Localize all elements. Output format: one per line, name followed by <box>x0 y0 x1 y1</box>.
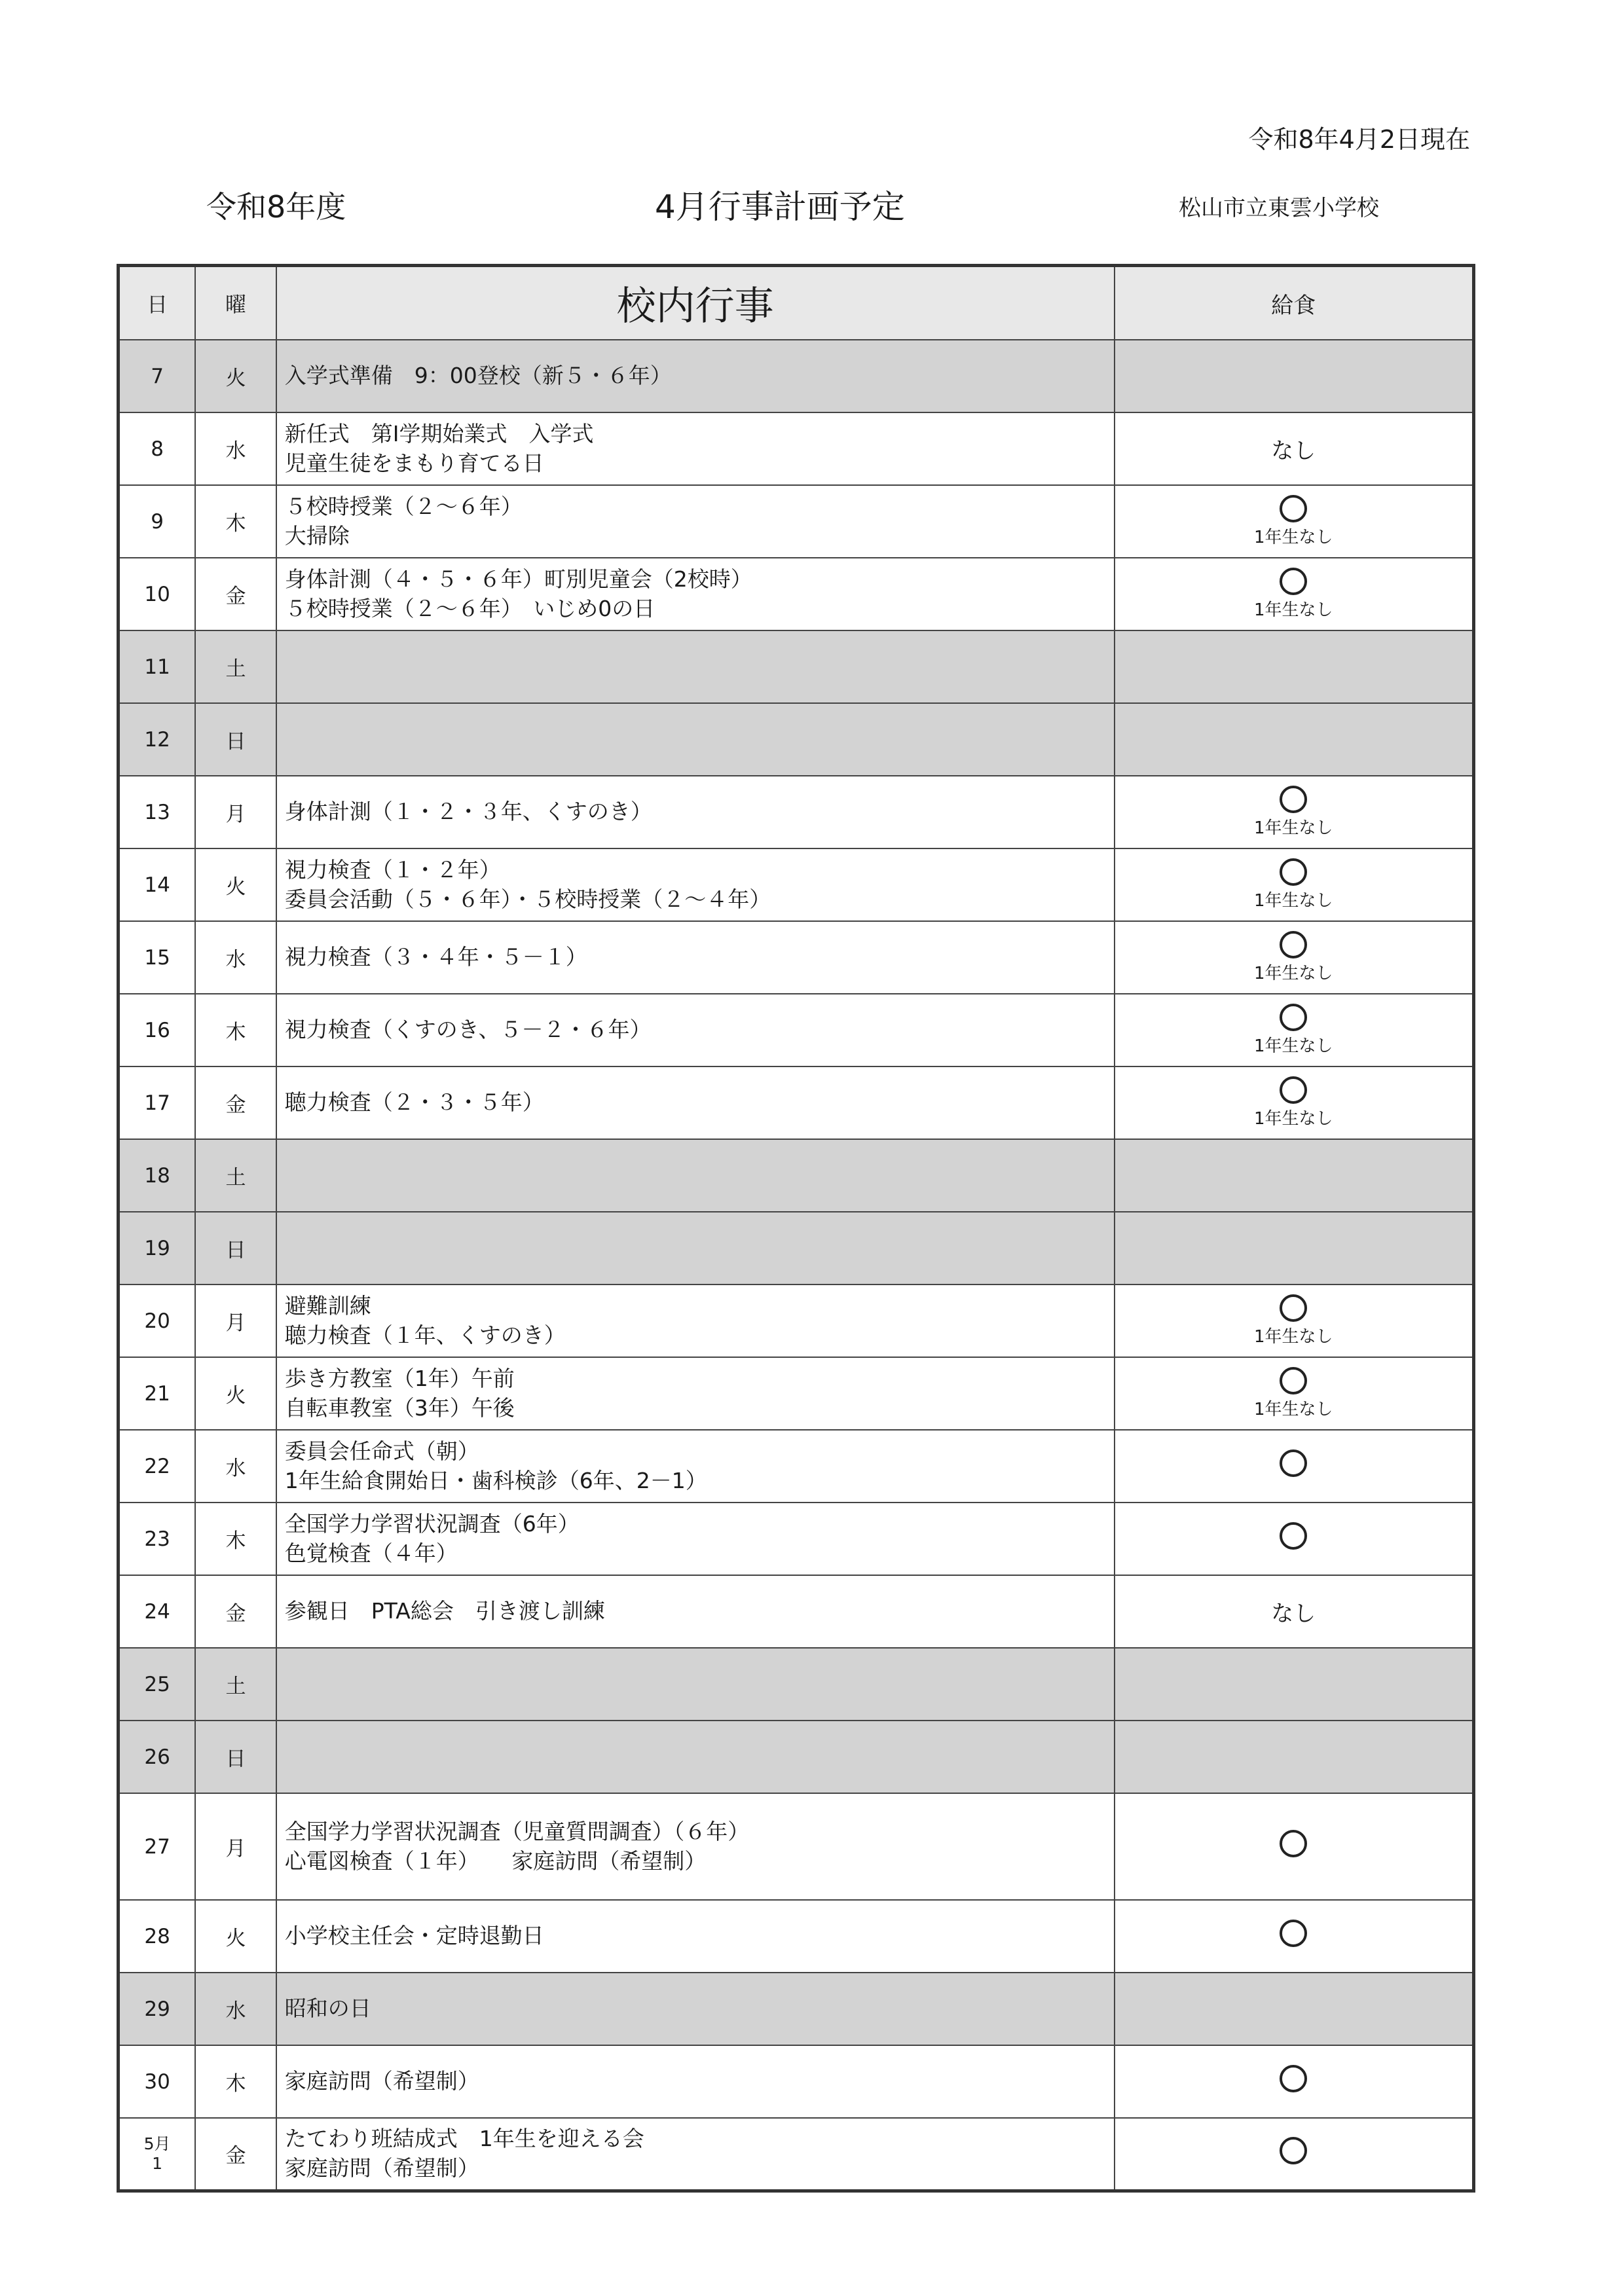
circle-icon <box>1280 1522 1307 1550</box>
weekday-cell: 木 <box>195 1503 276 1575</box>
table-row <box>119 2118 1474 2191</box>
day-cell: 8 <box>119 412 196 485</box>
day-cell: 9 <box>119 485 196 558</box>
circle-icon <box>1280 786 1307 813</box>
lunch-note: 1年生なし <box>1254 1109 1333 1129</box>
lunch-cell <box>1115 558 1474 630</box>
event-line: 色覚検査（４年） <box>284 1540 458 1566</box>
event-line: 聴力検査（１年、くすのき） <box>284 1322 566 1348</box>
day-cell: 16 <box>119 994 196 1066</box>
event-line: 児童生徒をまもり育てる日 <box>284 450 544 476</box>
table-row <box>119 630 1474 703</box>
day-cell: 7 <box>119 340 196 412</box>
lunch-status <box>1254 931 1333 984</box>
table-row <box>119 1430 1474 1503</box>
circle-icon <box>1280 1076 1307 1104</box>
weekday-cell: 金 <box>195 1066 276 1139</box>
lunch-cell <box>1115 1139 1474 1212</box>
lunch-cell <box>1115 1430 1474 1503</box>
events-cell <box>276 1575 1115 1648</box>
event-line: 全国学力学習状況調査（児童質問調査）（６年） <box>284 1818 750 1844</box>
day-cell: 25 <box>119 1648 196 1721</box>
day-cell: 15 <box>119 921 196 994</box>
lunch-note: 1年生なし <box>1254 528 1333 547</box>
day-cell: 17 <box>119 1066 196 1139</box>
lunch-status <box>1254 568 1333 621</box>
event-line: ５校時授業（２～６年） いじめ0の日 <box>284 595 655 621</box>
event-line: 委員会活動（５・６年）・５校時授業（２～４年） <box>284 886 771 912</box>
day-cell: 14 <box>119 848 196 921</box>
weekday-cell: 火 <box>195 1357 276 1430</box>
weekday-cell: 日 <box>195 1721 276 1793</box>
day-cell: 20 <box>119 1285 196 1357</box>
event-line: 新任式 第Ⅰ学期始業式 入学式 <box>284 420 594 446</box>
lunch-cell <box>1115 485 1474 558</box>
weekday-cell: 火 <box>195 1900 276 1973</box>
table-row <box>119 1357 1474 1430</box>
events-cell <box>276 1285 1115 1357</box>
weekday-cell: 木 <box>195 485 276 558</box>
day-cell: 10 <box>119 558 196 630</box>
weekday-cell: 月 <box>195 1793 276 1900</box>
weekday-cell: 金 <box>195 2118 276 2191</box>
circle-icon <box>1280 1004 1307 1031</box>
table-row <box>119 1721 1474 1793</box>
weekday-cell: 火 <box>195 848 276 921</box>
table-row <box>119 776 1474 848</box>
circle-icon <box>1280 2137 1307 2164</box>
lunch-status <box>1254 786 1333 839</box>
page-title: 4月行事計画予定 <box>655 188 905 226</box>
circle-icon <box>1280 1294 1307 1322</box>
events-cell <box>276 1793 1115 1900</box>
event-line: 大掃除 <box>284 522 350 549</box>
events-cell <box>276 1430 1115 1503</box>
lunch-cell <box>1115 340 1474 412</box>
weekday-cell: 土 <box>195 1139 276 1212</box>
lunch-cell <box>1115 703 1474 776</box>
lunch-cell <box>1115 1648 1474 1721</box>
events-cell <box>276 558 1115 630</box>
lunch-note: 1年生なし <box>1254 600 1333 620</box>
events-cell <box>276 1648 1115 1721</box>
event-line: 視力検査（３・４年・５－１） <box>284 944 587 970</box>
table-row <box>119 1212 1474 1285</box>
weekday-cell: 水 <box>195 1430 276 1503</box>
lunch-status <box>1254 1076 1333 1129</box>
lunch-cell <box>1115 1357 1474 1430</box>
day-cell: 11 <box>119 630 196 703</box>
event-line: 歩き方教室（1年）午前 <box>284 1365 515 1391</box>
lunch-status <box>1280 1830 1307 1857</box>
event-line: 1年生給食開始日・歯科検診（6年、2－1） <box>284 1467 707 1493</box>
weekday-cell: 日 <box>195 1212 276 1285</box>
lunch-cell <box>1115 1900 1474 1973</box>
table-row <box>119 1575 1474 1648</box>
table-row <box>119 1793 1474 1900</box>
table-row <box>119 1285 1474 1357</box>
lunch-cell <box>1115 1503 1474 1575</box>
day-cell: 13 <box>119 776 196 848</box>
lunch-status <box>1280 2065 1307 2092</box>
lunch-text: なし <box>1271 1601 1316 1627</box>
table-row <box>119 921 1474 994</box>
lunch-status <box>1280 1449 1307 1477</box>
header-weekday: 曜 <box>195 266 276 340</box>
lunch-cell <box>1115 1973 1474 2045</box>
lunch-cell <box>1115 2045 1474 2118</box>
table-row <box>119 485 1474 558</box>
events-cell <box>276 1357 1115 1430</box>
lunch-cell <box>1115 994 1474 1066</box>
day-cell: 24 <box>119 1575 196 1648</box>
lunch-cell <box>1115 630 1474 703</box>
day-cell: 23 <box>119 1503 196 1575</box>
weekday-cell: 月 <box>195 776 276 848</box>
circle-icon <box>1280 1830 1307 1857</box>
event-line: 避難訓練 <box>284 1292 371 1319</box>
header-events: 校内行事 <box>276 266 1115 340</box>
event-line: 視力検査（くすのき、５－２・６年） <box>284 1017 652 1043</box>
events-cell <box>276 1503 1115 1575</box>
lunch-status <box>1254 1004 1333 1057</box>
circle-icon <box>1280 2065 1307 2092</box>
events-cell <box>276 776 1115 848</box>
event-line: たてわり班結成式 1年生を迎える会 <box>284 2126 644 2152</box>
circle-icon <box>1280 1449 1307 1477</box>
circle-icon <box>1280 858 1307 886</box>
day-month: 5月 <box>143 2134 171 2153</box>
table-row <box>119 1139 1474 1212</box>
table-row <box>119 703 1474 776</box>
table-row <box>119 1066 1474 1139</box>
lunch-cell <box>1115 1721 1474 1793</box>
header-lunch: 給食 <box>1115 266 1474 340</box>
event-line: 全国学力学習状況調査（6年） <box>284 1510 580 1537</box>
weekday-cell: 土 <box>195 630 276 703</box>
lunch-status <box>1254 1294 1333 1347</box>
event-line: 家庭訪問（希望制） <box>284 2155 479 2181</box>
event-line: 昭和の日 <box>284 1995 371 2022</box>
lunch-note: 1年生なし <box>1254 1327 1333 1347</box>
weekday-cell: 日 <box>195 703 276 776</box>
header-day: 日 <box>119 266 196 340</box>
table-row <box>119 340 1474 412</box>
lunch-cell <box>1115 2118 1474 2191</box>
lunch-cell <box>1115 1212 1474 1285</box>
day-cell: 18 <box>119 1139 196 1212</box>
lunch-cell <box>1115 1793 1474 1900</box>
weekday-cell: 木 <box>195 994 276 1066</box>
table-row <box>119 1503 1474 1575</box>
weekday-cell: 月 <box>195 1285 276 1357</box>
events-cell <box>276 848 1115 921</box>
day-cell: 28 <box>119 1900 196 1973</box>
weekday-cell: 金 <box>195 1575 276 1648</box>
day-cell: 21 <box>119 1357 196 1430</box>
weekday-cell: 金 <box>195 558 276 630</box>
weekday-cell: 土 <box>195 1648 276 1721</box>
day-cell: 27 <box>119 1793 196 1900</box>
events-cell <box>276 2045 1115 2118</box>
lunch-cell <box>1115 848 1474 921</box>
lunch-note: 1年生なし <box>1254 964 1333 983</box>
table-row <box>119 848 1474 921</box>
events-cell <box>276 485 1115 558</box>
event-line: 身体計測（４・５・６年）町別児童会（2校時） <box>284 566 752 592</box>
events-cell <box>276 1973 1115 2045</box>
table-row <box>119 1973 1474 2045</box>
circle-icon <box>1280 495 1307 522</box>
lunch-cell <box>1115 1066 1474 1139</box>
event-line: 心電図検査（１年） 家庭訪問（希望制） <box>284 1848 707 1874</box>
day-cell <box>119 2118 196 2191</box>
lunch-cell <box>1115 776 1474 848</box>
event-line: 聴力検査（２・３・５年） <box>284 1089 544 1116</box>
table-row <box>119 1648 1474 1721</box>
lunch-text: なし <box>1271 438 1316 464</box>
lunch-note: 1年生なし <box>1254 891 1333 911</box>
events-cell <box>276 630 1115 703</box>
event-line: 家庭訪問（希望制） <box>284 2068 479 2094</box>
lunch-cell <box>1115 921 1474 994</box>
events-cell <box>276 1212 1115 1285</box>
day-cell: 22 <box>119 1430 196 1503</box>
table-row <box>119 2045 1474 2118</box>
weekday-cell: 水 <box>195 412 276 485</box>
lunch-status <box>1280 1522 1307 1550</box>
events-cell <box>276 1721 1115 1793</box>
lunch-status <box>1280 1920 1307 1947</box>
lunch-status <box>1254 495 1333 548</box>
event-line: 小学校主任会・定時退勤日 <box>284 1923 544 1949</box>
lunch-note: 1年生なし <box>1254 818 1333 838</box>
events-cell <box>276 2118 1115 2191</box>
weekday-cell: 火 <box>195 340 276 412</box>
lunch-status <box>1254 858 1333 911</box>
school-name: 松山市立東雲小学校 <box>1179 195 1379 221</box>
header-row <box>119 266 1474 340</box>
lunch-cell <box>1115 1575 1474 1648</box>
circle-icon <box>1280 931 1307 958</box>
day-number: 1 <box>152 2153 163 2173</box>
day-cell: 12 <box>119 703 196 776</box>
events-cell <box>276 1066 1115 1139</box>
event-line: 入学式準備 9：00登校（新５・６年） <box>284 363 672 389</box>
lunch-status <box>1254 1367 1333 1420</box>
events-cell <box>276 340 1115 412</box>
lunch-cell <box>1115 1285 1474 1357</box>
events-cell <box>276 1139 1115 1212</box>
day-cell: 29 <box>119 1973 196 2045</box>
circle-icon <box>1280 568 1307 595</box>
lunch-cell <box>1115 412 1474 485</box>
events-cell <box>276 994 1115 1066</box>
lunch-status <box>1280 2137 1307 2164</box>
weekday-cell: 水 <box>195 1973 276 2045</box>
lunch-note: 1年生なし <box>1254 1036 1333 1056</box>
table-row <box>119 412 1474 485</box>
day-cell: 30 <box>119 2045 196 2118</box>
event-line: 視力検査（１・２年） <box>284 856 501 883</box>
as-of-date: 令和8年4月2日現在 <box>1248 125 1470 154</box>
day-cell: 19 <box>119 1212 196 1285</box>
circle-icon <box>1280 1367 1307 1394</box>
fiscal-year: 令和8年度 <box>206 189 346 225</box>
table-row <box>119 1900 1474 1973</box>
events-cell <box>276 1900 1115 1973</box>
event-line: 自転車教室（3年）午後 <box>284 1394 515 1421</box>
event-line: 身体計測（１・２・３年、くすのき） <box>284 799 652 825</box>
table-row <box>119 994 1474 1066</box>
events-cell <box>276 921 1115 994</box>
events-cell <box>276 412 1115 485</box>
events-cell <box>276 703 1115 776</box>
lunch-note: 1年生なし <box>1254 1400 1333 1419</box>
event-line: 参観日 PTA総会 引き渡し訓練 <box>284 1598 605 1624</box>
weekday-cell: 木 <box>195 2045 276 2118</box>
table-row <box>119 558 1474 630</box>
event-line: 委員会任命式（朝） <box>284 1438 479 1464</box>
weekday-cell: 水 <box>195 921 276 994</box>
day-cell: 26 <box>119 1721 196 1793</box>
event-line: ５校時授業（２～６年） <box>284 493 523 519</box>
event-schedule-table <box>117 264 1475 2193</box>
circle-icon <box>1280 1920 1307 1947</box>
